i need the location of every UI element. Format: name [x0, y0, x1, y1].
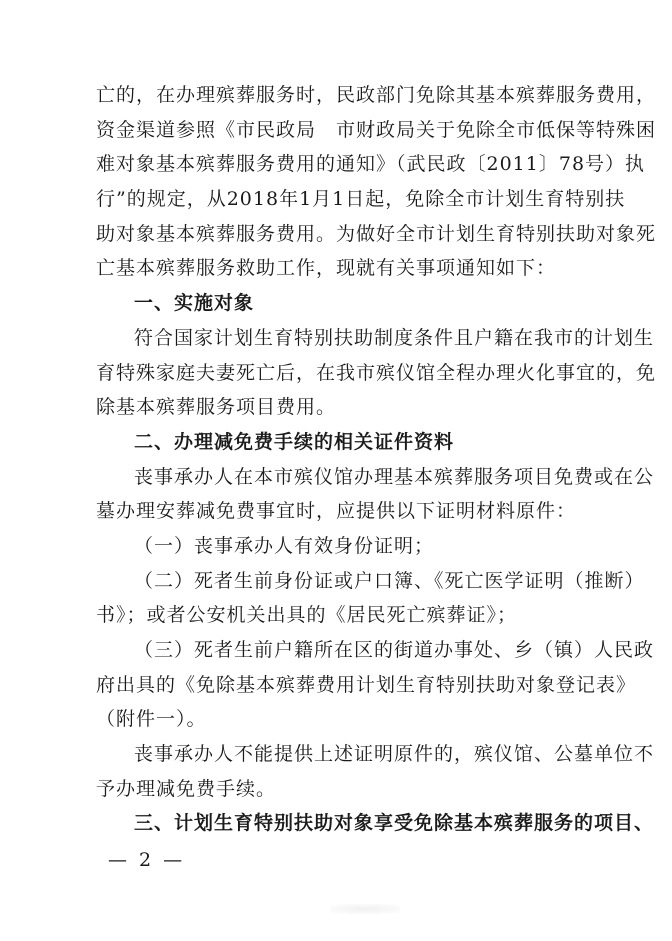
body-line: 墓办理安葬减免费事宜时，应提供以下证明材料原件： — [96, 500, 577, 523]
section-heading-1: 一、实施对象 — [134, 292, 255, 315]
body-line: 育特殊家庭夫妻死亡后，在我市殡仪馆全程办理火化事宜的，免 — [96, 361, 657, 384]
scan-mark — [330, 904, 400, 914]
body-line: 丧事承办人在本市殡仪馆办理基本殡葬服务项目免费或在公 — [134, 465, 655, 488]
body-line: （附件一）。 — [96, 708, 207, 731]
section-heading-3: 三、计划生育特别扶助对象享受免除基本殡葬服务的项目、 — [134, 812, 655, 835]
body-line: 府出具的《免除基本殡葬费用计划生育特别扶助对象登记表》 — [96, 673, 637, 696]
body-line: 助对象基本殡葬服务费用。为做好全市计划生育特别扶助对象死 — [96, 222, 657, 245]
body-line: 书》；或者公安机关出具的《居民死亡殡葬证》； — [96, 604, 518, 627]
body-line: 亡的，在办理殡葬服务时，民政部门免除其基本殡葬服务费用， — [96, 84, 657, 106]
body-line: 予办理减免费手续。 — [96, 777, 277, 800]
body-line: 丧事承办人不能提供上述证明原件的，殡仪馆、公墓单位不 — [134, 743, 655, 766]
body-line: 行”的规定，从2018年1月1日起，免除全市计划生育特别扶 — [96, 188, 626, 211]
list-item: （三）死者生前户籍所在区的街道办事处、乡（镇）人民政 — [134, 639, 655, 661]
document-body — [96, 78, 657, 841]
page-number: — 2 — — [108, 849, 186, 871]
body-line: 亡基本殡葬服务救助工作，现就有关事项通知如下： — [96, 257, 557, 280]
body-line: 符合国家计划生育特别扶助制度条件且户籍在我市的计划生 — [134, 326, 655, 349]
list-item: （二）死者生前身份证或户口簿、《死亡医学证明（推断） — [134, 569, 645, 592]
section-heading-2: 二、办理减免费手续的相关证件资料 — [134, 430, 455, 453]
body-line: 难对象基本殡葬服务费用的通知》（武民政〔2011〕78号）执 — [96, 153, 646, 176]
body-line: 资金渠道参照《市民政局 市财政局关于免除全市低保等特殊困 — [96, 118, 657, 141]
list-item: （一）丧事承办人有效身份证明； — [134, 534, 435, 557]
body-line: 除基本殡葬服务项目费用。 — [96, 396, 337, 419]
